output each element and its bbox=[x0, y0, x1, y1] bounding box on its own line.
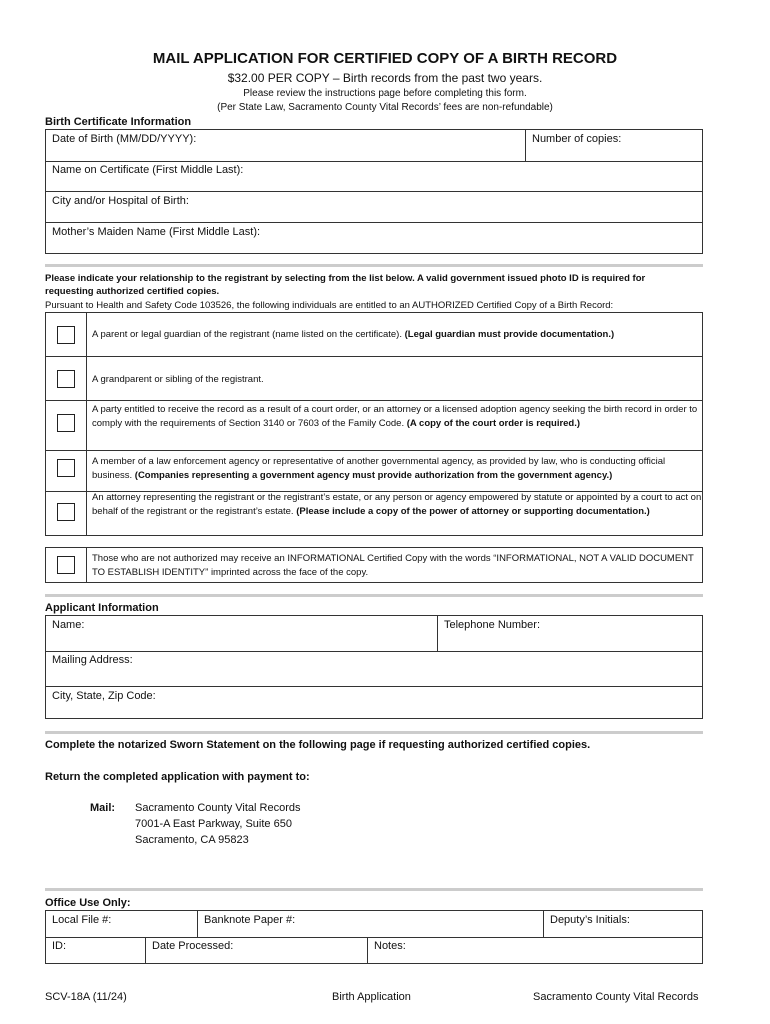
city-hospital-label: City and/or Hospital of Birth: bbox=[52, 195, 189, 207]
deputy-initials-field[interactable] bbox=[544, 911, 702, 938]
deputy-initials-label: Deputy’s Initials: bbox=[550, 914, 630, 926]
banknote-label: Banknote Paper #: bbox=[204, 914, 296, 926]
form-title: MAIL APPLICATION FOR CERTIFIED COPY OF A BIRTH RECORD bbox=[152, 50, 618, 67]
option-court-order-checkbox[interactable] bbox=[57, 414, 75, 432]
copies-label: Number of copies: bbox=[532, 133, 622, 145]
option-parent-checkbox[interactable] bbox=[57, 326, 75, 344]
review-line: Please review the instructions page before completing this form. bbox=[243, 88, 527, 99]
birth-info-heading: Birth Certificate Information bbox=[45, 116, 192, 128]
price-line: $32.00 PER COPY – Birth records from the past two years. bbox=[227, 71, 543, 85]
address-line-1: Sacramento County Vital Records bbox=[135, 802, 301, 814]
fees-line: (Per State Law, Sacramento County Vital Records’ fees are non-refundable) bbox=[217, 102, 553, 113]
option-grandparent-text: A grandparent or sibling of the registrant. bbox=[92, 374, 264, 385]
birth-info-box bbox=[45, 129, 703, 254]
mail-label: Mail: bbox=[90, 802, 116, 814]
sworn-statement-note: Complete the notarized Sworn Statement on the following page if requesting authorized certified copies. bbox=[45, 739, 591, 751]
applicant-name-field[interactable] bbox=[46, 616, 438, 652]
divider bbox=[45, 594, 703, 597]
city-hospital-field[interactable] bbox=[46, 192, 702, 223]
option-law-enforcement-checkbox[interactable] bbox=[57, 459, 75, 477]
mother-maiden-name-field[interactable] bbox=[46, 223, 702, 253]
option-parent-text: A parent or legal guardian of the registrant (name listed on the certificate). (Legal guardian must provide documentation.) bbox=[92, 329, 615, 340]
notes-field[interactable] bbox=[368, 937, 702, 963]
local-file-label: Local File #: bbox=[52, 914, 112, 926]
city-state-zip-field[interactable] bbox=[46, 687, 702, 718]
local-file-field[interactable] bbox=[46, 911, 198, 938]
divider bbox=[45, 888, 703, 891]
option-attorney-checkbox[interactable] bbox=[57, 503, 75, 521]
option-grandparent-checkbox[interactable] bbox=[57, 370, 75, 388]
return-note: Return the completed application with payment to: bbox=[45, 771, 310, 783]
option-informational-checkbox[interactable] bbox=[57, 556, 75, 574]
dob-label: Date of Birth (MM/DD/YYYY): bbox=[52, 133, 197, 145]
notes-label: Notes: bbox=[374, 940, 406, 952]
pursuant-text: Pursuant to Health and Safety Code 103526, the following individuals are entitled to an AUTHORIZED Certified Copy of a Birth Record: bbox=[45, 300, 614, 311]
id-label: ID: bbox=[52, 940, 67, 952]
applicant-box bbox=[45, 615, 703, 719]
address-line-2: 7001-A East Parkway, Suite 650 bbox=[135, 818, 292, 830]
date-processed-label: Date Processed: bbox=[152, 940, 234, 952]
mailing-address-field[interactable] bbox=[46, 651, 702, 687]
informational-text: Those who are not authorized may receive an INFORMATIONAL Certified Copy with the words “INFORMATIONAL, NOT A VALID DOCUMENT TO ESTABLISH IDENTITY” imprinted across the face of the copy. bbox=[92, 553, 694, 578]
applicant-heading: Applicant Information bbox=[45, 602, 159, 614]
city-state-zip-label: City, State, Zip Code: bbox=[52, 690, 156, 702]
office-use-heading: Office Use Only: bbox=[45, 897, 131, 909]
form-id: SCV-18A (11/24) bbox=[45, 991, 127, 1003]
banknote-field[interactable] bbox=[198, 911, 544, 938]
name-on-certificate-field[interactable] bbox=[46, 161, 702, 192]
footer-center: Birth Application bbox=[332, 991, 411, 1003]
mother-maiden-name-label: Mother’s Maiden Name (First Middle Last): bbox=[52, 226, 261, 238]
applicant-name-label: Name: bbox=[52, 619, 85, 631]
date-processed-field[interactable] bbox=[146, 937, 368, 963]
option-law-enforcement-text: A member of a law enforcement agency or representative of another governmental agency, as provided by law, who is conducting official business. (Companies representing a government agency must provide authorization from the government agency.) bbox=[92, 456, 666, 481]
divider bbox=[45, 264, 703, 267]
dob-field[interactable] bbox=[46, 130, 526, 162]
telephone-label: Telephone Number: bbox=[444, 619, 541, 631]
telephone-field[interactable] bbox=[438, 616, 702, 652]
address-line-3: Sacramento, CA 95823 bbox=[135, 834, 249, 846]
relationship-intro: Please indicate your relationship to the registrant by selecting from the list below. A valid government issued photo ID is required for requesting authorized certified copies. bbox=[45, 273, 646, 297]
id-field[interactable] bbox=[46, 937, 146, 963]
footer-right: Sacramento County Vital Records bbox=[533, 991, 699, 1003]
copies-field[interactable] bbox=[526, 130, 702, 162]
office-use-box bbox=[45, 910, 703, 964]
name-on-certificate-label: Name on Certificate (First Middle Last): bbox=[52, 164, 244, 176]
divider bbox=[45, 731, 703, 734]
option-attorney-text: An attorney representing the registrant or the registrant’s estate, or any person or agency empowered by statute or appointed by a court to act on behalf of the registrant or the registrant’s estate. (Please include a copy of the power of attorney or supporting documentation.) bbox=[92, 492, 702, 517]
option-court-order-text: A party entitled to receive the record as a result of a court order, or an attorney or a licensed adoption agency seeking the birth record in order to comply with the requirements of Section 3140 or 7603 of the Family Code. (A copy of the court order is required.) bbox=[92, 404, 698, 429]
mailing-address-label: Mailing Address: bbox=[52, 654, 133, 666]
